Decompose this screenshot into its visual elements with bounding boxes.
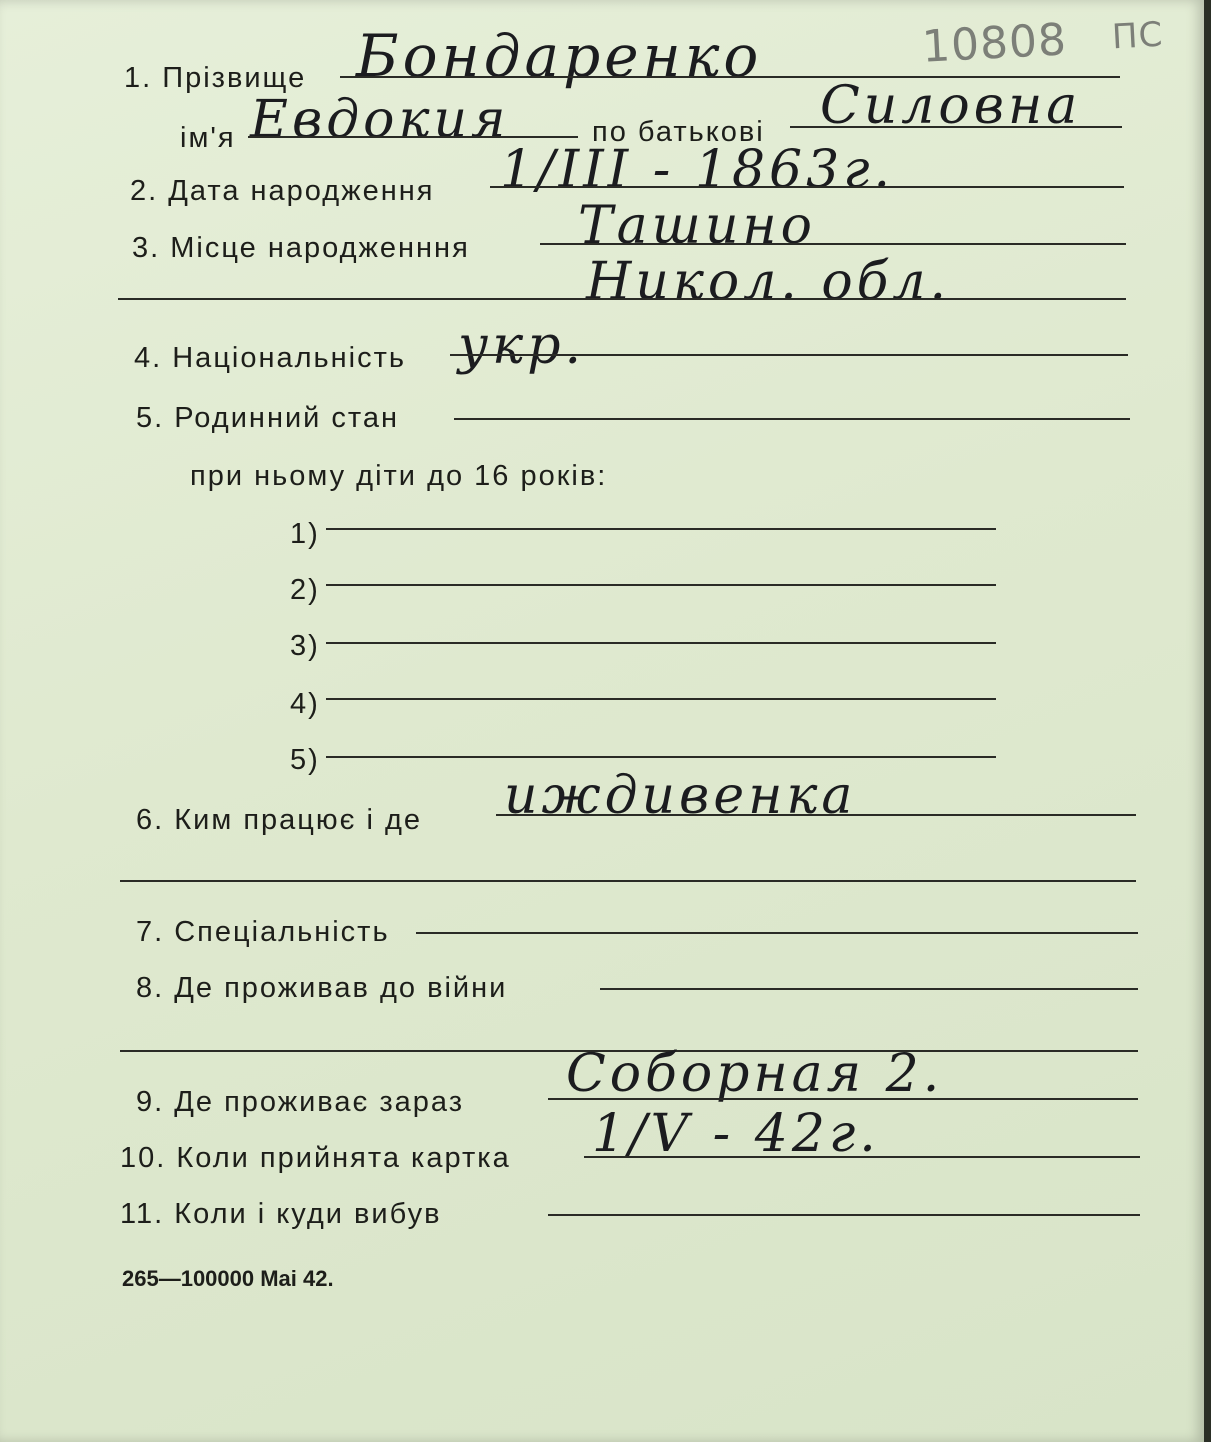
patronymic-line: [790, 126, 1122, 128]
birthplace-line-2: [118, 298, 1126, 300]
birthdate-value: 1/III - 1863г.: [500, 140, 894, 200]
child-3-label: 3): [290, 630, 320, 662]
departed-label: 11. Коли і куди вибув: [120, 1198, 442, 1230]
accepted-value: 1/V - 42г.: [592, 1104, 880, 1164]
birthdate-label: 2. Дата народження: [130, 175, 435, 207]
current-value: Соборная 2.: [566, 1044, 944, 1104]
patronymic-value: Силовна: [820, 76, 1082, 136]
marital-label: 5. Родинний стан: [136, 402, 400, 434]
child-1-line: [326, 528, 996, 530]
marital-line: [454, 418, 1130, 420]
child-2-label: 2): [290, 574, 320, 606]
patronymic-label: по батькові: [592, 116, 765, 148]
current-line: [548, 1098, 1138, 1100]
name-value: Евдокия: [250, 90, 510, 150]
print-footer: 265—100000 Mai 42.: [122, 1266, 334, 1291]
work-line-2: [120, 880, 1136, 882]
child-5-line: [326, 756, 996, 758]
card-id: 10808: [920, 14, 1069, 73]
card-id-suffix: ПС: [1110, 14, 1165, 58]
departed-line: [548, 1214, 1140, 1216]
child-4-label: 4): [290, 688, 320, 720]
work-value: иждивенка: [504, 766, 857, 826]
birthplace-value-2: Никол. обл.: [586, 252, 951, 312]
specialty-line: [416, 932, 1138, 934]
accepted-label: 10. Коли прийнята картка: [120, 1142, 511, 1174]
accepted-line: [584, 1156, 1140, 1158]
birthplace-label: 3. Місце народженння: [132, 232, 470, 264]
work-label: 6. Ким працює і де: [136, 804, 423, 836]
prewar-line: [600, 988, 1138, 990]
nationality-label: 4. Національність: [134, 342, 407, 374]
specialty-label: 7. Спеціальність: [136, 916, 390, 948]
name-label: ім'я: [180, 122, 236, 154]
name-line: [248, 136, 578, 138]
child-2-line: [326, 584, 996, 586]
nationality-line: [450, 354, 1128, 356]
surname-value: Бондаренко: [356, 22, 763, 90]
children-label: при ньому діти до 16 років:: [190, 460, 608, 492]
child-4-line: [326, 698, 996, 700]
birthplace-value-1: Ташино: [578, 196, 816, 256]
birthplace-line-1: [540, 243, 1126, 245]
child-1-label: 1): [290, 518, 320, 550]
birthdate-line: [490, 186, 1124, 188]
work-line: [496, 814, 1136, 816]
child-5-label: 5): [290, 744, 320, 776]
current-label: 9. Де проживає зараз: [136, 1086, 465, 1118]
nationality-value: укр.: [458, 316, 586, 376]
surname-label: 1. Прізвище: [124, 62, 307, 94]
child-3-line: [326, 642, 996, 644]
prewar-label: 8. Де проживав до війни: [136, 972, 508, 1004]
